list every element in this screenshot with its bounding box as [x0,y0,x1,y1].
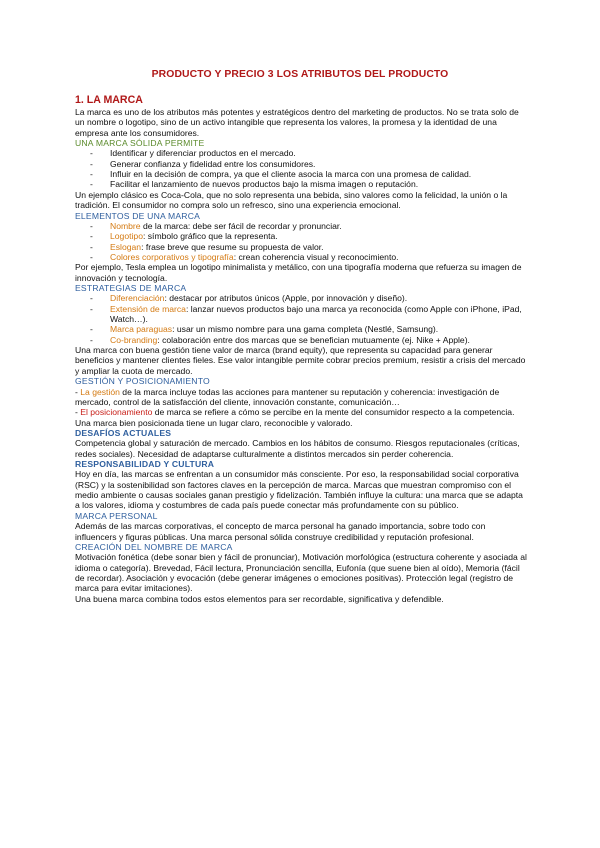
definition: de la marca incluye todas las acciones para mantener su reputación y coherencia: investigación de mercado, control de la satisfacción del cliente, innovación constante, comunicación… [75,386,500,407]
term: Eslogan [110,241,142,252]
term: Logotipo [110,231,143,242]
definition: : destacar por atributos únicos (Apple, por innovación y diseño). [164,293,408,304]
list-item: - Influir en la decisión de compra, ya que el cliente asocia la marca con una promesa de calidad. [75,169,527,179]
heading-elementos: ELEMENTOS DE UNA MARCA [75,210,201,221]
term: El posicionamiento [80,407,153,418]
marca-solida-list [75,148,527,189]
definition: : frase breve que resume su propuesta de valor. [141,241,324,252]
term: Nombre [110,220,141,231]
definition: de la marca: debe ser fácil de recordar y pronunciar. [140,220,342,231]
list-item [75,252,527,262]
responsabilidad-paragraph: Hoy en día, las marcas se enfrentan a un consumidor más consciente. Por eso, la responsabilidad social corporativa (RSC) y la sostenibilidad son factores claves en la percepción de marca. Marcas que muestran compromiso con el medio ambiente o causas sociales ganan prestigio y fidelización. También influye la cultura: una marca que se adapta a los valores, idioma y costumbres de cada país puede conectar más profundamente con su público. [75,469,523,511]
term: Marca paraguas [110,324,173,335]
dash: - [75,407,81,418]
heading-marca-solida: UNA MARCA SÓLIDA PERMITE [75,138,205,149]
coca-cola-example: Un ejemplo clásico es Coca-Cola, que no solo representa una bebida, sino valores como la felicidad, la unión o la tradición. El consumidor no compra solo un refresco, sino una experiencia emocional. [75,189,508,211]
heading-gestion: GESTIÓN Y POSICIONAMIENTO [75,376,210,387]
list-item [75,231,527,241]
definition: : lanzar nuevos productos bajo una marca ya reconocida (como Apple con iPhone, iPad, Watch…). [110,303,522,325]
page-title: PRODUCTO Y PRECIO 3 LOS ATRIBUTOS DEL PRODUCTO [151,69,449,80]
list-item [75,324,527,334]
list-item: - Identificar y diferenciar productos en el mercado. [75,148,527,158]
heading-marca-personal: MARCA PERSONAL [75,510,158,521]
definition: de marca se refiere a cómo se percibe en la mente del consumidor respecto a la competencia. Una marca bien posicionada tiene un lugar claro, reconocible y valorado. [75,407,515,428]
list-item: - Generar confianza y fidelidad entre los consumidores. [75,159,527,169]
posicionamiento-paragraph [75,407,527,428]
definition: : colaboración entre dos marcas que se benefician mutuamente (ej. Nike + Apple). [157,334,470,345]
definition: : usar un mismo nombre para una gama completa (Nestlé, Samsung). [172,324,439,335]
dash: - [75,386,81,397]
definition: : crean coherencia visual y reconocimiento. [233,251,399,262]
term: Colores corporativos y tipografía [110,251,234,262]
marca-personal-paragraph: Además de las marcas corporativas, el concepto de marca personal ha ganado importancia, sobre todo con influencers y figuras públicas. Una marca personal sólida construye credibilidad y reputación profesional. [75,521,486,542]
term: Co-branding [110,334,158,345]
elementos-list [75,221,527,262]
tesla-example: Por ejemplo, Tesla emplea un logotipo minimalista y metálico, con una tipografía moderna que refuerza su imagen de innovación y tecnología. [75,262,522,283]
list-item [75,293,527,303]
heading-desafios: DESAFÍOS ACTUALES [75,427,172,438]
list-item [75,335,527,345]
heading-creacion-nombre: CREACIÓN DEL NOMBRE DE MARCA [75,541,233,552]
definition: : símbolo gráfico que la representa. [142,231,278,242]
estrategias-list [75,293,527,345]
list-item [75,221,527,231]
term: Diferenciación [110,293,165,304]
list-item [75,242,527,252]
brand-equity-paragraph: Una marca con buena gestión tiene valor de marca (brand equity), que representa su capacidad para generar beneficios y mantener clientes fieles. Ese valor intangible permite cobrar precios premium, resistir a crisis del mercado y ampliar la cuota de mercado. [75,345,526,376]
closing-paragraph: Una buena marca combina todos estos elementos para ser recordable, significativa y defendible. [75,593,444,604]
document-body [75,94,527,604]
term: La gestión [80,386,120,397]
list-item: - Facilitar el lanzamiento de nuevos productos bajo la misma imagen o reputación. [75,179,527,189]
term: Extensión de marca [110,303,186,314]
heading-responsabilidad: RESPONSABILIDAD Y CULTURA [75,459,215,469]
gestion-paragraph [75,387,527,408]
intro-paragraph: La marca es uno de los atributos más potentes y estratégicos dentro del marketing de productos. No se trata solo de un nombre o logotipo, sino de un activo intangible que representa los valores, la promesa y la identidad de una empresa ante los consumidores. [75,107,519,138]
list-item [75,304,527,325]
creacion-nombre-paragraph: Motivación fonética (debe sonar bien y fácil de pronunciar), Motivación morfológica (estructura coherente y asociada al idioma o categoría). Brevedad, Fácil lectura, Pronunciación sencilla, Eufonía (que suene bien al oído), Memoria (fácil de recordar). Asociación y evocación (debe generar imágenes o emociones positivas). Protección legal (registro de marca para evitar imitaciones). [75,552,527,594]
desafios-paragraph: Competencia global y saturación de mercado. Cambios en los hábitos de consumo. Riesgos reputacionales (críticas, redes sociales). Necesidad de adaptarse culturalmente a distintos mercados sin perder coherencia. [75,438,520,459]
section-heading-la-marca: 1. LA MARCA [75,94,143,106]
heading-estrategias: ESTRATEGIAS DE MARCA [75,282,187,293]
